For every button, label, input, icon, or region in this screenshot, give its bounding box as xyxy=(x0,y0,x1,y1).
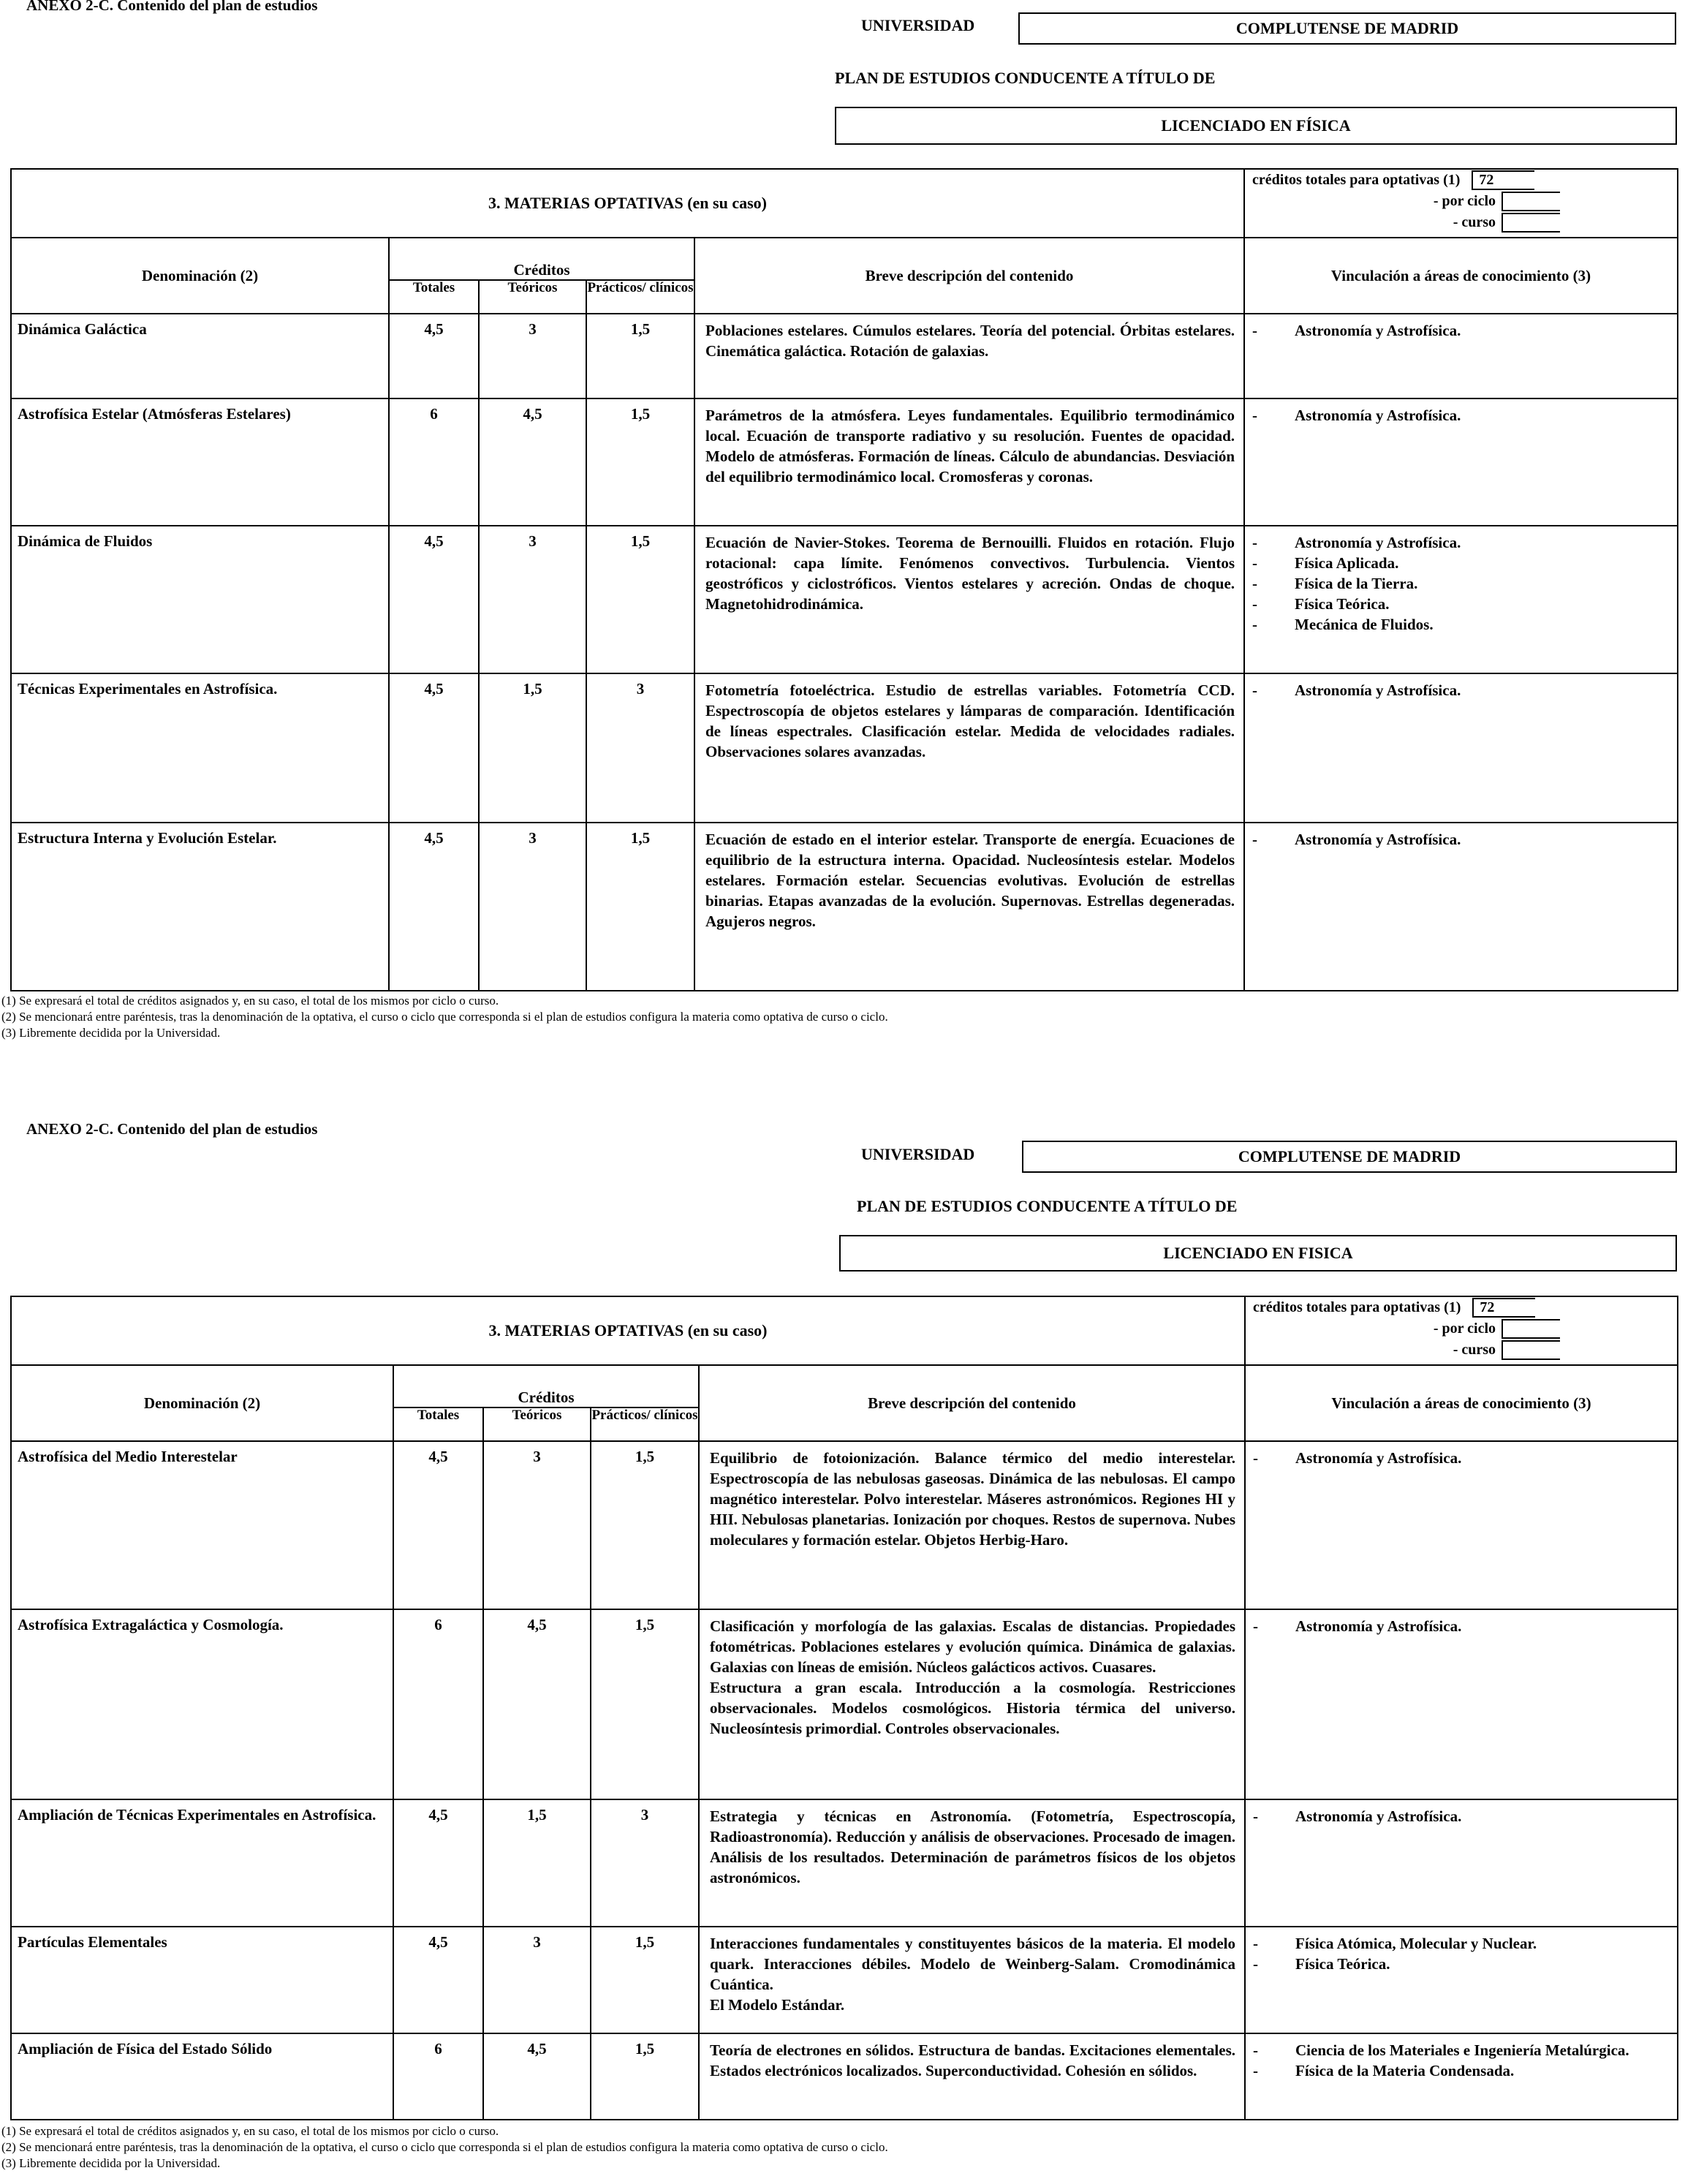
subject-name: Estructura Interna y Evolución Estelar. xyxy=(11,823,389,991)
area-item: - Astronomía y Astrofísica. xyxy=(1252,322,1461,339)
credits-theory: 1,5 xyxy=(483,1799,591,1927)
footnote: (3) Libremente decidida por la Universidad. xyxy=(1,1026,221,1040)
header-description: Breve descripción del contenido xyxy=(699,1365,1245,1441)
table-row xyxy=(11,673,1678,823)
credits-theory: 4,5 xyxy=(483,1609,591,1799)
credits-practice: 1,5 xyxy=(586,823,694,991)
degree-title-box xyxy=(839,1235,1677,1272)
area-item: - Astronomía y Astrofísica. xyxy=(1253,1807,1462,1825)
university-name: COMPLUTENSE DE MADRID xyxy=(1238,1147,1461,1165)
university-label: UNIVERSIDAD xyxy=(861,1145,975,1163)
credits-practice: 1,5 xyxy=(586,526,694,673)
degree-title: LICENCIADO EN FISICA xyxy=(1163,1244,1353,1262)
subject-description: Ecuación de Navier-Stokes. Teorema de Bernouilli. Fluidos en rotación. Flujo rotacional: capa límite. Fenómenos convectivos. Turbulencia. Vientos geostróficos y ciclostróficos. Vientos estelares y acreción. Ondas de choque. Magnetohidrodinámica. xyxy=(694,526,1244,673)
area-item: - Física Teórica. xyxy=(1253,1955,1390,1973)
table-row xyxy=(11,1927,1678,2033)
knowledge-areas xyxy=(1244,314,1678,398)
knowledge-areas xyxy=(1244,823,1678,991)
area-item: - Astronomía y Astrofísica. xyxy=(1252,831,1461,848)
knowledge-areas xyxy=(1244,526,1678,673)
university-name-box xyxy=(1022,1141,1677,1173)
area-item: - Física Aplicada. xyxy=(1252,554,1399,572)
table-row xyxy=(11,1441,1678,1609)
footnote: (1) Se expresará el total de créditos asignados y, en su caso, el total de los mismos por ciclo o curso. xyxy=(1,994,499,1008)
subject-description: Teoría de electrones en sólidos. Estructura de bandas. Excitaciones elementales. Estados electrónicos localizados. Superconductividad. Cohesión en sólidos. xyxy=(699,2033,1245,2120)
header-total: Totales xyxy=(393,1407,483,1441)
credits-practice: 3 xyxy=(591,1799,699,1927)
subject-name: Ampliación de Técnicas Experimentales en Astrofísica. xyxy=(11,1799,393,1927)
optional-subjects-table xyxy=(10,1296,1678,2120)
subject-name: Astrofísica del Medio Interestelar xyxy=(11,1441,393,1609)
credits-practice: 1,5 xyxy=(591,2033,699,2120)
subject-description: Estrategia y técnicas en Astronomía. (Fotometría, Espectroscopía, Radioastronomía). Reducción y análisis de observaciones. Procesado de imagen. Análisis de los resultados. Determinación de parámetros físicos de los objetos astronómicos. xyxy=(699,1799,1245,1927)
subject-description xyxy=(699,1609,1245,1799)
area-item: - Física Teórica. xyxy=(1252,595,1390,613)
area-item: - Astronomía y Astrofísica. xyxy=(1252,407,1461,424)
footnote: (1) Se expresará el total de créditos asignados y, en su caso, el total de los mismos por ciclo o curso. xyxy=(1,2124,499,2138)
subject-name: Dinámica Galáctica xyxy=(11,314,389,398)
credits-theory: 4,5 xyxy=(483,2033,591,2120)
credits-total: 6 xyxy=(393,1609,483,1799)
university-name: COMPLUTENSE DE MADRID xyxy=(1235,19,1459,37)
subject-name: Astrofísica Extragaláctica y Cosmología. xyxy=(11,1609,393,1799)
footnotes xyxy=(1,2123,888,2172)
header-theory: Teóricos xyxy=(483,1407,591,1441)
per-course-box xyxy=(1502,213,1560,233)
subject-description: Fotometría fotoeléctrica. Estudio de estrellas variables. Fotometría CCD. Espectroscopía de objetos estelares y lámparas de comparación. Identificación de líneas espectrales. Clasificación estelar. Medida de velocidades radiales. Observaciones solares avanzadas. xyxy=(694,673,1244,823)
credits-total: 4,5 xyxy=(393,1927,483,2033)
table-row xyxy=(11,526,1678,673)
table-row xyxy=(11,2033,1678,2120)
total-credits-value: 72 xyxy=(1472,1298,1535,1318)
area-item: - Astronomía y Astrofísica. xyxy=(1252,534,1461,551)
table-row xyxy=(11,1609,1678,1799)
per-course-label: - curso xyxy=(1453,1342,1496,1358)
total-credits-line xyxy=(1246,1297,1677,1318)
knowledge-areas xyxy=(1245,1927,1678,2033)
knowledge-areas xyxy=(1244,673,1678,823)
table-row xyxy=(11,398,1678,526)
credits-practice: 1,5 xyxy=(586,398,694,526)
header-total: Totales xyxy=(389,280,479,314)
footnote: (2) Se mencionará entre paréntesis, tras la denominación de la optativa, el curso o ciclo que corresponda si el plan de estudios configura la materia como optativa de curso o ciclo. xyxy=(1,2140,888,2154)
header-name: Denominación (2) xyxy=(11,1365,393,1441)
per-cycle-box xyxy=(1502,1319,1560,1339)
section-title: 3. MATERIAS OPTATIVAS (en su caso) xyxy=(11,1296,1245,1365)
header-practice: Prácticos/ clínicos xyxy=(591,1407,699,1441)
section-title: 3. MATERIAS OPTATIVAS (en su caso) xyxy=(11,169,1244,238)
area-item: - Física de la Materia Condensada. xyxy=(1253,2062,1515,2079)
credits-theory: 4,5 xyxy=(479,398,586,526)
subject-description: Parámetros de la atmósfera. Leyes fundamentales. Equilibrio termodinámico local. Ecuación de transporte radiativo y su resolución. Fuentes de opacidad. Modelo de atmósferas. Formación de líneas. Cálculo de abundancias. Desviación del equilibrio termodinámico local. Cromosferas y coronas. xyxy=(694,398,1244,526)
credits-practice: 3 xyxy=(586,673,694,823)
per-cycle-label: - por ciclo xyxy=(1433,193,1496,209)
credits-total: 6 xyxy=(393,2033,483,2120)
footnote: (2) Se mencionará entre paréntesis, tras la denominación de la optativa, el curso o ciclo que corresponda si el plan de estudios configura la materia como optativa de curso o ciclo. xyxy=(1,1010,888,1024)
knowledge-areas xyxy=(1245,1609,1678,1799)
credits-total: 4,5 xyxy=(393,1799,483,1927)
header-credits: Créditos xyxy=(393,1365,699,1407)
credits-total: 6 xyxy=(389,398,479,526)
header-credits: Créditos xyxy=(389,238,694,280)
area-item: - Mecánica de Fluidos. xyxy=(1252,616,1434,633)
per-cycle-line xyxy=(1245,191,1677,212)
area-item: - Astronomía y Astrofísica. xyxy=(1253,1617,1462,1635)
footnote: (3) Libremente decidida por la Universidad. xyxy=(1,2156,221,2170)
university-label: UNIVERSIDAD xyxy=(861,16,975,34)
credits-theory: 3 xyxy=(483,1441,591,1609)
credits-practice: 1,5 xyxy=(586,314,694,398)
subject-description xyxy=(699,1927,1245,2033)
knowledge-areas xyxy=(1245,1441,1678,1609)
table-row xyxy=(11,823,1678,991)
total-credits-value: 72 xyxy=(1472,170,1534,190)
credits-total: 4,5 xyxy=(389,314,479,398)
credits-practice: 1,5 xyxy=(591,1441,699,1609)
area-item: - Astronomía y Astrofísica. xyxy=(1253,1449,1462,1467)
optional-credits-cell xyxy=(1244,169,1678,238)
area-item: - Física Atómica, Molecular y Nuclear. xyxy=(1253,1935,1537,1952)
description-paragraph: Clasificación y morfología de las galaxias. Escalas de distancias. Propiedades fotométricas. Poblaciones estelares y evolución química. Dinámica de galaxias. Galaxias con líneas de emisión. Núcleos galácticos activos. Cuasares. xyxy=(710,1617,1236,1676)
per-course-box xyxy=(1502,1340,1560,1360)
per-cycle-label: - por ciclo xyxy=(1433,1320,1496,1337)
knowledge-areas xyxy=(1245,2033,1678,2120)
plan-label: PLAN DE ESTUDIOS CONDUCENTE A TÍTULO DE xyxy=(835,69,1216,87)
subject-name: Dinámica de Fluidos xyxy=(11,526,389,673)
credits-total: 4,5 xyxy=(389,673,479,823)
subject-name: Astrofísica Estelar (Atmósferas Estelares) xyxy=(11,398,389,526)
header-description: Breve descripción del contenido xyxy=(694,238,1244,314)
credits-practice: 1,5 xyxy=(591,1609,699,1799)
plan-label: PLAN DE ESTUDIOS CONDUCENTE A TÍTULO DE xyxy=(857,1197,1238,1215)
degree-title: LICENCIADO EN FÍSICA xyxy=(1161,116,1351,135)
credits-theory: 3 xyxy=(483,1927,591,2033)
header-practice: Prácticos/ clínicos xyxy=(586,280,694,314)
header-theory: Teóricos xyxy=(479,280,586,314)
per-course-line xyxy=(1245,212,1677,233)
credits-theory: 1,5 xyxy=(479,673,586,823)
optional-credits-cell xyxy=(1245,1296,1678,1365)
credits-total: 4,5 xyxy=(389,823,479,991)
description-paragraph: Interacciones fundamentales y constituyentes básicos de la materia. El modelo quark. Interacciones débiles. Modelo de Weinberg-Salam. Cromodinámica Cuántica. xyxy=(710,1935,1236,1993)
annex-title: ANEXO 2-C. Contenido del plan de estudios xyxy=(26,1120,318,1138)
area-item: - Física de la Tierra. xyxy=(1252,575,1418,592)
area-item: - Ciencia de los Materiales e Ingeniería Metalúrgica. xyxy=(1253,2041,1629,2059)
credits-theory: 3 xyxy=(479,526,586,673)
subject-name: Ampliación de Física del Estado Sólido xyxy=(11,2033,393,2120)
per-course-line xyxy=(1246,1340,1677,1361)
description-paragraph: El Modelo Estándar. xyxy=(710,1996,845,2014)
header-name: Denominación (2) xyxy=(11,238,389,314)
degree-title-box xyxy=(835,107,1677,145)
per-cycle-line xyxy=(1246,1318,1677,1340)
total-credits-label: créditos totales para optativas (1) xyxy=(1253,1299,1461,1315)
university-name-box xyxy=(1018,12,1676,45)
knowledge-areas xyxy=(1244,398,1678,526)
description-paragraph: Estructura a gran escala. Introducción a la cosmología. Restricciones observacionales. Modelos cosmológicos. Historia térmica del universo. Nucleosíntesis primordial. Controles observacionales. xyxy=(710,1679,1236,1737)
table-row xyxy=(11,314,1678,398)
subject-description: Poblaciones estelares. Cúmulos estelares. Teoría del potencial. Órbitas estelares. Cinemática galáctica. Rotación de galaxias. xyxy=(694,314,1244,398)
total-credits-line xyxy=(1245,170,1677,191)
total-credits-label: créditos totales para optativas (1) xyxy=(1252,172,1461,188)
subject-description: Ecuación de estado en el interior estelar. Transporte de energía. Ecuaciones de equilibrio de la estructura interna. Opacidad. Nucleosíntesis estelar. Modelos estelares. Formación estelar. Secuencias evolutivas. Evolución de estrellas binarias. Etapas avanzadas de la evolución. Supernovas. Estrellas degeneradas. Agujeros negros. xyxy=(694,823,1244,991)
subject-description: Equilibrio de fotoionización. Balance térmico del medio interestelar. Espectroscopía de las nebulosas gaseosas. Dinámica de las nebulosas. El campo magnético interestelar. Polvo interestelar. Máseres astronómicos. Regiones HI y HII. Nebulosas planetarias. Ionización por choques. Restos de supernova. Nubes moleculares y formación estelar. Objetos Herbig-Haro. xyxy=(699,1441,1245,1609)
per-cycle-box xyxy=(1502,192,1560,211)
per-course-label: - curso xyxy=(1453,214,1496,230)
annex-title: ANEXO 2-C. Contenido del plan de estudios xyxy=(26,0,318,14)
optional-subjects-table xyxy=(10,168,1678,991)
credits-total: 4,5 xyxy=(393,1441,483,1609)
credits-theory: 3 xyxy=(479,823,586,991)
header-areas: Vinculación a áreas de conocimiento (3) xyxy=(1244,238,1678,314)
subject-name: Partículas Elementales xyxy=(11,1927,393,2033)
knowledge-areas xyxy=(1245,1799,1678,1927)
credits-theory: 3 xyxy=(479,314,586,398)
credits-practice: 1,5 xyxy=(591,1927,699,2033)
table-row xyxy=(11,1799,1678,1927)
header-areas: Vinculación a áreas de conocimiento (3) xyxy=(1245,1365,1678,1441)
area-item: - Astronomía y Astrofísica. xyxy=(1252,681,1461,699)
credits-total: 4,5 xyxy=(389,526,479,673)
subject-name: Técnicas Experimentales en Astrofísica. xyxy=(11,673,389,823)
footnotes xyxy=(1,993,888,1041)
